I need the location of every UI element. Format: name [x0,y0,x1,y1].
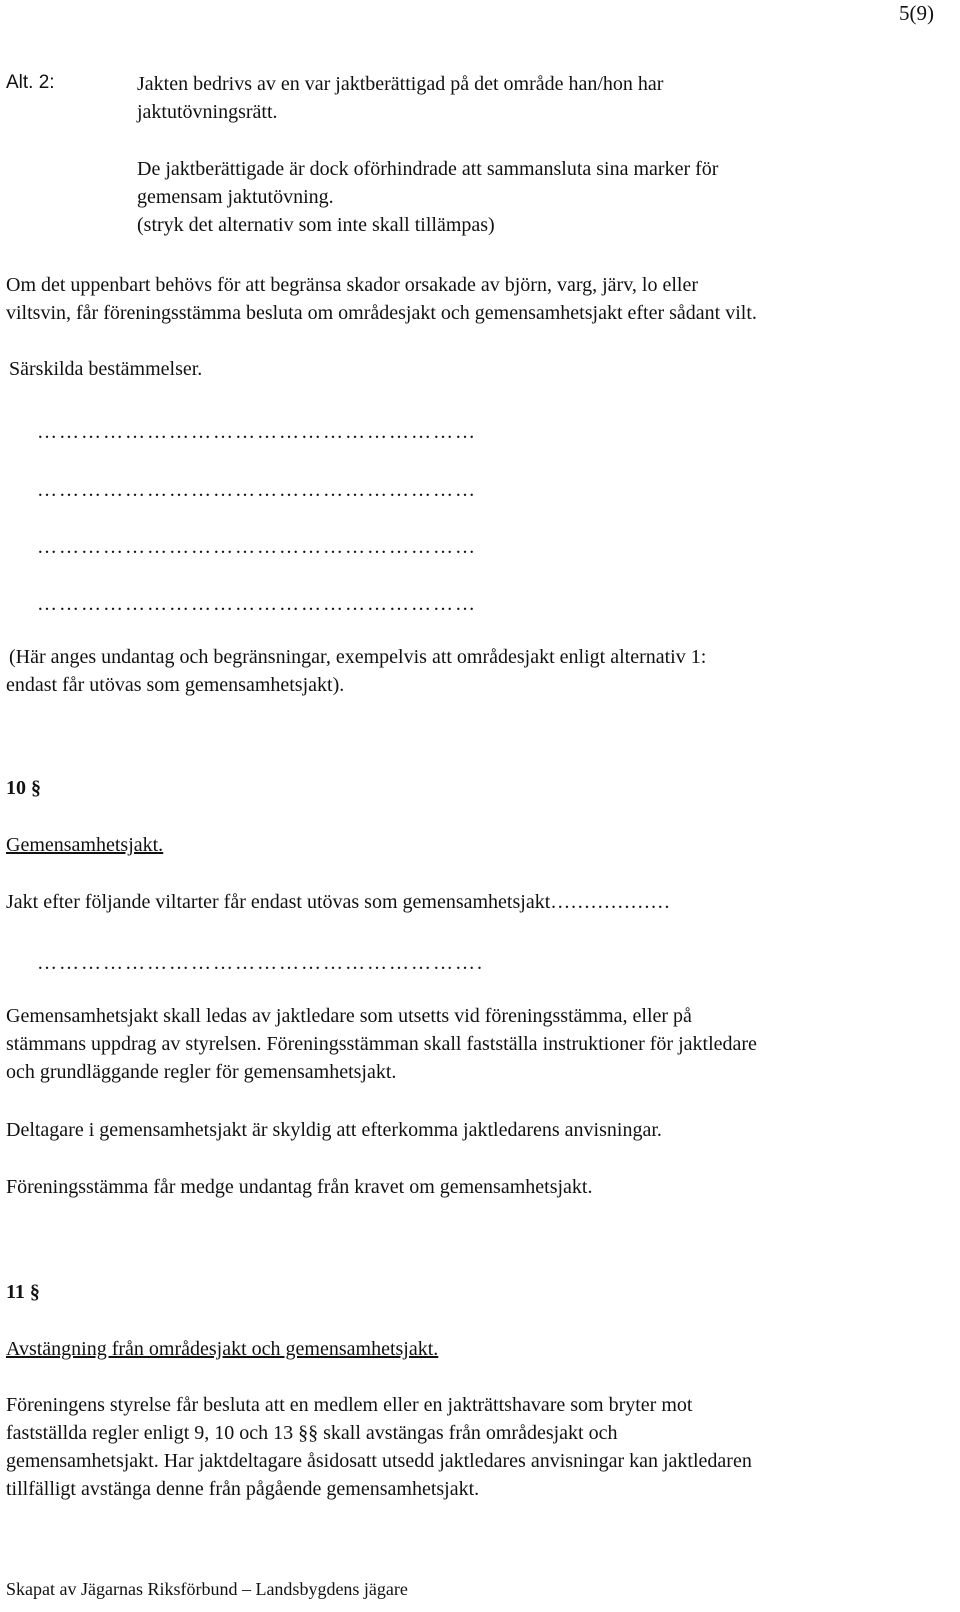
page-number: 5(9) [899,1,934,25]
alt2-line: gemensam jaktutövning. [137,186,334,208]
special-provisions-note: endast får utövas som gemensamhetsjakt). [6,674,345,696]
species-line: Jakt efter följande viltarter får endast utövas som gemensamhetsjakt……………… [6,891,671,913]
section-title: Avstängning från områdesjakt och gemensamhetsjakt. [6,1338,439,1360]
dotted-fill-line: …………………………………………………… [37,536,477,558]
footer-text: Skapat av Jägarnas Riksförbund – Landsbygdens jägare [6,1579,408,1599]
dotted-fill-line: ……………………………………………………. [37,952,484,974]
paragraph-line: tillfälligt avstänga denne från pågående gemensamhetsjakt. [6,1478,480,1500]
alt2-line: Jakten bedrivs av en var jaktberättigad på det område han/hon har [137,73,664,95]
paragraph-line: Deltagare i gemensamhetsjakt är skyldig att efterkomma jaktledarens anvisningar. [6,1119,662,1141]
paragraph-line: och grundläggande regler för gemensamhetsjakt. [6,1061,397,1083]
paragraph-line: viltsvin, får föreningsstämma besluta om områdesjakt och gemensamhetsjakt efter sådant vilt. [6,302,757,324]
paragraph-line: fastställda regler enligt 9, 10 och 13 §§ skall avstängas från områdesjakt och [6,1422,618,1444]
paragraph-line: stämmans uppdrag av styrelsen. Föreningsstämman skall fastställa instruktioner för jaktledare [6,1033,757,1055]
alternative-label: Alt. 2: [6,72,55,93]
special-provisions-heading: Särskilda bestämmelser. [9,358,203,380]
dotted-fill-line: …………………………………………………… [37,421,477,443]
paragraph-line: Föreningsstämma får medge undantag från kravet om gemensamhetsjakt. [6,1176,593,1198]
paragraph-line: Föreningens styrelse får besluta att en medlem eller en jakträttshavare som bryter mot [6,1394,693,1416]
dotted-fill-line: …………………………………………………… [37,479,477,501]
alt2-instruction: (stryk det alternativ som inte skall tillämpas) [137,214,495,236]
dotted-fill-line: …………………………………………………… [37,593,477,615]
alt2-line: jaktutövningsrätt. [137,101,278,123]
special-provisions-note: (Här anges undantag och begränsningar, exempelvis att områdesjakt enligt alternativ 1: [9,646,707,668]
alt2-line: De jaktberättigade är dock oförhindrade att sammansluta sina marker för [137,158,719,180]
paragraph-line: Om det uppenbart behövs för att begränsa skador orsakade av björn, varg, järv, lo eller [6,274,698,296]
section-number: 10 § [6,777,41,799]
section-title: Gemensamhetsjakt. [6,834,164,856]
section-number: 11 § [6,1281,40,1303]
paragraph-line: gemensamhetsjakt. Har jaktdeltagare åsidosatt utsedd jaktledares anvisningar kan jaktledaren [6,1450,752,1472]
paragraph-line: Gemensamhetsjakt skall ledas av jaktledare som utsetts vid föreningsstämma, eller på [6,1005,692,1027]
